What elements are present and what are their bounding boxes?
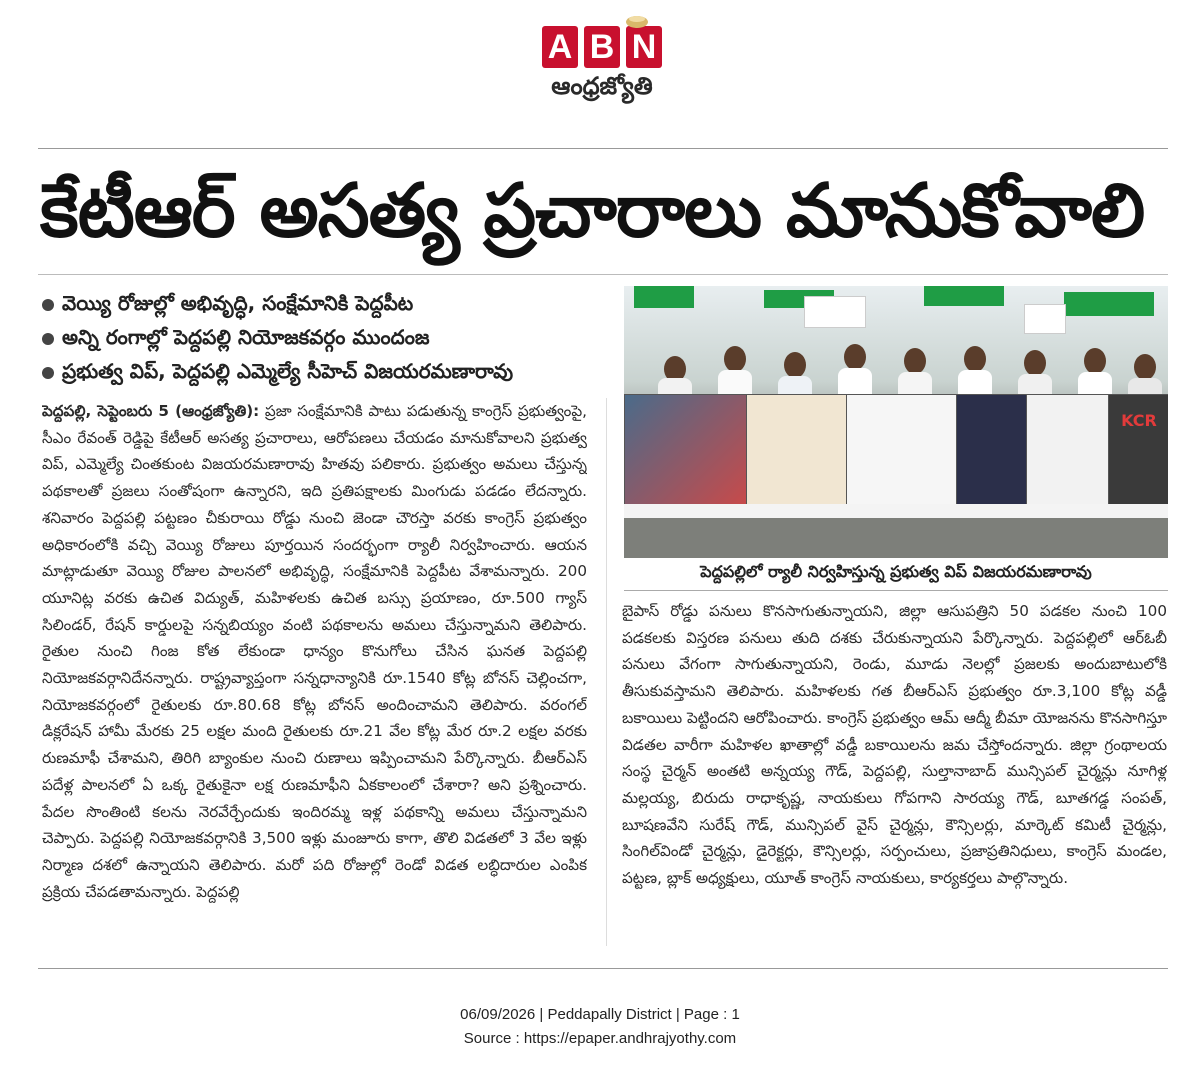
logo-letter-n: N bbox=[626, 26, 662, 68]
bullet-text: వెయ్యి రోజుల్లో అభివృద్ధి, సంక్షేమానికి పెద్దపీట bbox=[62, 291, 414, 315]
article-body-right: బైపాస్ రోడ్డు పనులు కొనసాగుతున్నాయని, జిల్లా ఆసుపత్రిని 50 పడకల నుంచి 100 పడకలకు విస్తరణ పనులు తుది దశకు చేరుకున్నాయని పేర్కొన్నారు. పెద్దపల్లిలో ఆర్ఓబీ పనులు వేగంగా సాగుతున్నాయని, రెండు, మూడు నెలల్లో ప్రజలకు అందుబాటులోకి తీసుకువస్తామని తెలిపారు. మహిళలకు గత బీఆర్ఎస్ ప్రభుత్వం రూ.3,100 కోట్ల వడ్డీ బకాయిలు పెట్టిందని ఆరోపించారు. కాంగ్రెస్ ప్రభుత్వం ఆమ్ ఆద్మీ బీమా యోజనను కొనసాగిస్తూ విడతల వారీగా మహిళల ఖాతాల్లో వడ్డీ బకాయిలను జమ చేస్తోందన్నారు. జిల్లా గ్రంథాలయ సంస్థ చైర్మన్ అంతటి అన్నయ్య గౌడ్, పెద్దపల్లి, సుల్తానాబాద్ మున్సిపల్ చైర్మన్లు నూగిళ్ల మల్లయ్య, బిరుదు రాధాకృష్ణ, నాయకులు గోపగాని సారయ్య గౌడ్, బూతగడ్డ సంపత్, బూషణవేని సురేష్ గౌడ్, మున్సిపల్ వైస్ చైర్మన్లు, కౌన్సిలర్లు, మార్కెట్ కమిటీ చైర్మన్లు, సింగిల్‌విండో చైర్మన్లు, డైరెక్టర్లు, కౌన్సిలర్లు, సర్పంచులు, ప్రజాప్రతినిధులు, కాంగ్రెస్ మండల, పట్టణ, బ్లాక్ అధ్యక్షులు, యూత్ కాంగ్రెస్ నాయకులు, కార్యకర్తలు పాల్గొన్నారు. bbox=[622, 602, 1167, 888]
banner-shape bbox=[846, 394, 958, 506]
person-shape bbox=[1084, 348, 1106, 374]
bullet-item bbox=[42, 286, 602, 320]
footer-source-link[interactable]: Source : https://epaper.andhrajyothy.com bbox=[463, 1030, 737, 1047]
logo-letter-a: A bbox=[542, 26, 578, 68]
banner-shape bbox=[746, 394, 848, 506]
photo-caption: పెద్దపల్లిలో ర్యాలీ నిర్వహిస్తున్న ప్రభుత్వ విప్ విజయరమణారావు bbox=[700, 562, 1092, 581]
placard-shape bbox=[1024, 304, 1066, 334]
footer-rule bbox=[38, 968, 1168, 969]
subheadline-bullets bbox=[42, 286, 602, 388]
footer-edition-info: 06/09/2026 | Peddapally District | Page : 1 bbox=[460, 1006, 740, 1023]
bullet-dot-icon bbox=[42, 367, 54, 379]
banner-kcr-text: KCR bbox=[1121, 411, 1157, 430]
person-shape bbox=[1024, 350, 1046, 376]
flag-shape bbox=[1064, 292, 1154, 316]
logo-subtitle: ఆంధ్రజ్యోతి bbox=[551, 72, 653, 100]
headline-rule bbox=[38, 274, 1168, 275]
headline: కేటీఆర్ అసత్య ప్రచారాలు మానుకోవాలి bbox=[40, 168, 1145, 254]
banner-shape bbox=[624, 504, 1168, 518]
column-divider bbox=[606, 398, 607, 946]
person-shape bbox=[1134, 354, 1156, 380]
road-shape bbox=[624, 518, 1168, 558]
flag-shape bbox=[634, 286, 694, 308]
person-shape bbox=[724, 346, 746, 372]
caption-rule bbox=[624, 590, 1168, 591]
bullet-text: ప్రభుత్వ విప్, పెద్దపల్లి ఎమ్మెల్యే సీహెచ్ విజయరమణారావు bbox=[62, 359, 514, 383]
logo-letter-b: B bbox=[584, 26, 620, 68]
rally-photo bbox=[624, 286, 1168, 558]
placard-shape bbox=[804, 296, 866, 328]
flag-shape bbox=[924, 286, 1004, 306]
banner-kcr bbox=[1108, 394, 1168, 506]
article-column-right bbox=[622, 598, 1167, 948]
banner-shape bbox=[956, 394, 1028, 506]
person-shape bbox=[964, 346, 986, 372]
person-shape bbox=[904, 348, 926, 374]
bullet-item bbox=[42, 354, 602, 388]
header-rule bbox=[38, 148, 1168, 149]
bullet-dot-icon bbox=[42, 299, 54, 311]
bullet-item bbox=[42, 320, 602, 354]
article-body-left: ప్రజా సంక్షేమానికి పాటు పడుతున్న కాంగ్రెస్ ప్రభుత్వంపై, సీఎం రేవంత్ రెడ్డిపై కేటీఆర్ అసత్య ప్రచారాలు, ఆరోపణలు చేయడం మానుకోవాలని ప్రభుత్వ విప్, ఎమ్మెల్యే చింతకుంట విజయరమణారావు హితవు పలికారు. ప్రభుత్వం అమలు చేస్తున్న పథకాలతో ప్రజలు సంతోషంగా ఉన్నారని, ఇది ప్రతిపక్షాలకు మింగుడు పడడం లేదన్నారు. శనివారం పెద్దపల్లి పట్టణం చీకురాయి రోడ్డు నుంచి జెండా చౌరస్తా వరకు కాంగ్రెస్ ప్రభుత్వం అధికారంలోకి వచ్చి వెయ్యి రోజులు పూర్తయిన సందర్భంగా ర్యాలీ నిర్వహించారు. ఆయన మాట్లాడుతూ వెయ్యి రోజుల పాలనలో అభివృద్ధి, సంక్షేమానికి పెద్దపీట వేశామన్నారు. 200 యూనిట్ల వరకు ఉచిత విద్యుత్, మహిళలకు ఉచిత బస్సు ప్రయాణం, రూ.500 గ్యాస్ సిలిండర్, రేషన్ కార్డులపై సన్నబియ్యం వంటి పథకాలను అమలు చేస్తున్నామని తెలిపారు. రైతుల నుంచి గింజ కోత లేకుండా ధాన్యం కొనుగోలు చేసిన ఘనత పెద్దపల్లి నియోజకవర్గానిదేనన్నారు. రాష్ట్రవ్యాప్తంగా సన్నధాన్యానికి రూ.1540 కోట్ల బోనస్ చెల్లించగా, నియోజకవర్గంలో రైతులకు రూ.80.68 కోట్ల బోనస్ అందించామని తెలిపారు. వరంగల్ డిక్లరేషన్ హామీ మేరకు 25 లక్షల మంది రైతులకు రూ.21 వేల కోట్ల మేర రూ.2 లక్షల వరకు రుణమాఫీ చేశామని, తిరిగి బ్యాంకుల నుంచి రుణాలు ఇప్పించామని పేర్కొన్నారు. బీఆర్ఎస్ పదేళ్ల పాలనలో ఏ ఒక్క రైతుకైనా లక్ష రుణమాఫీని ఏకకాలంలో చేశారా? అని ప్రశ్నించారు. పేదల సొంతింటి కలను నెరవేర్చేందుకు ఇందిరమ్మ ఇళ్ల పథకాన్ని అమలు చేస్తున్నామని చెప్పారు. పెద్దపల్లి నియోజకవర్గానికి 3,500 ఇళ్లు మంజూరు కాగా, తొలి విడతలో 3 వేల ఇళ్లు నిర్మాణ దశలో ఉన్నాయని తెలిపారు. మరో పది రోజుల్లో రెండో విడత లబ్ధిదారుల ఎంపిక ప్రక్రియ చేపడతామన్నారు. పెద్దపల్లి bbox=[42, 402, 587, 901]
bullet-text: అన్ని రంగాల్లో పెద్దపల్లి నియోజకవర్గం ముందంజ bbox=[62, 325, 430, 349]
cup-icon bbox=[622, 10, 652, 30]
banner-shape bbox=[624, 394, 748, 506]
article-dateline: పెద్దపల్లి, సెప్టెంబరు 5 (ఆంధ్రజ్యోతి): bbox=[42, 402, 260, 420]
abn-logo bbox=[542, 10, 662, 110]
banner-shape bbox=[1026, 394, 1110, 506]
person-shape bbox=[784, 352, 806, 378]
person-shape bbox=[844, 344, 866, 370]
article-column-left bbox=[42, 398, 587, 953]
bullet-dot-icon bbox=[42, 333, 54, 345]
